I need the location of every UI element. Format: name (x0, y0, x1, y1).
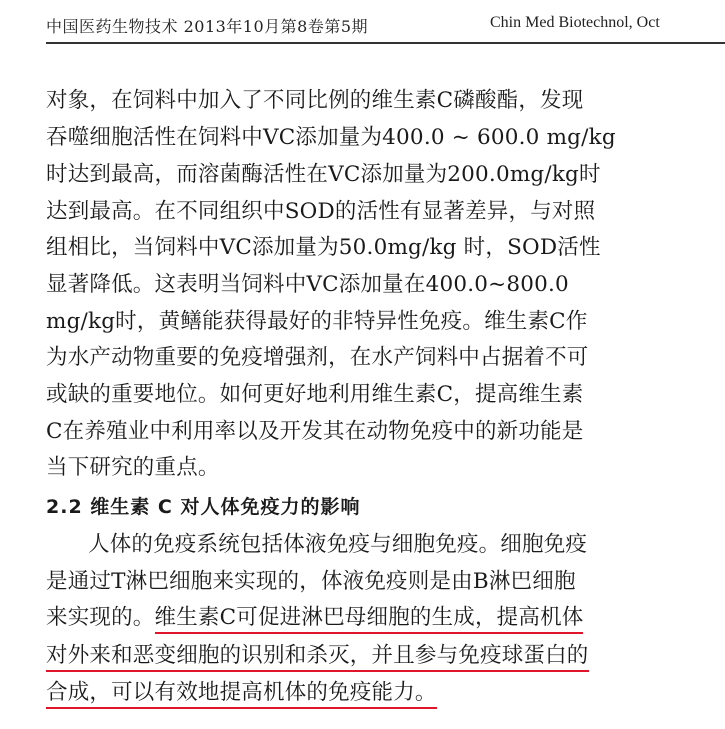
text-line: 人体的免疫系统包括体液免疫与细胞免疫。细胞免疫 (88, 532, 588, 557)
text-line (46, 678, 437, 708)
journal-english-citation: Chin Med Biotechnol, Oct (490, 14, 660, 31)
text-line: 或缺的重要地位。如何更好地利用维生素C，提高维生素 (46, 382, 584, 407)
journal-citation: 中国医药生物技术 2013年10月第8卷第5期 (46, 17, 369, 36)
underlined-highlight: 维生素C可促进淋巴母细胞的生成，提高机体 (155, 605, 584, 634)
text-line: 组相比，当饲料中VC添加量为50.0mg/kg 时，SOD活性 (46, 235, 601, 260)
text-line: 达到最高。在不同组织中SOD的活性有显著差异，与对照 (46, 199, 596, 224)
text-line: 当下研究的重点。 (46, 455, 220, 480)
text-line: mg/kg时，黄鳝能获得最好的非特异性免疫。维生素C作 (46, 309, 588, 334)
underlined-highlight: 合成，可以有效地提高机体的免疫能力。 (46, 680, 437, 709)
text-line: 对象，在饲料中加入了不同比例的维生素C磷酸酯，发现 (46, 88, 584, 113)
text-line: 是通过T淋巴细胞来实现的，体液免疫则是由B淋巴细胞 (46, 569, 576, 594)
text-segment: 来实现的。 (46, 605, 155, 630)
running-header (46, 8, 725, 44)
text-line: C在养殖业中利用率以及开发其在动物免疫中的新功能是 (46, 419, 584, 444)
text-line: 为水产动物重要的免疫增强剂，在水产饲料中占据着不可 (46, 345, 589, 370)
section-heading: 2.2 维生素 C 对人体免疫力的影响 (46, 496, 361, 518)
text-line: 时达到最高，而溶菌酶活性在VC添加量为200.0mg/kg时 (46, 162, 601, 187)
text-line: 吞噬细胞活性在饲料中VC添加量为400.0 ~ 600.0 mg/kg (46, 125, 616, 150)
text-line (46, 641, 589, 671)
text-line (46, 603, 583, 633)
text-line: 显著降低。这表明当饲料中VC添加量在400.0~800.0 (46, 272, 569, 297)
underlined-highlight: 对外来和恶变细胞的识别和杀灭，并且参与免疫球蛋白的 (46, 643, 589, 672)
